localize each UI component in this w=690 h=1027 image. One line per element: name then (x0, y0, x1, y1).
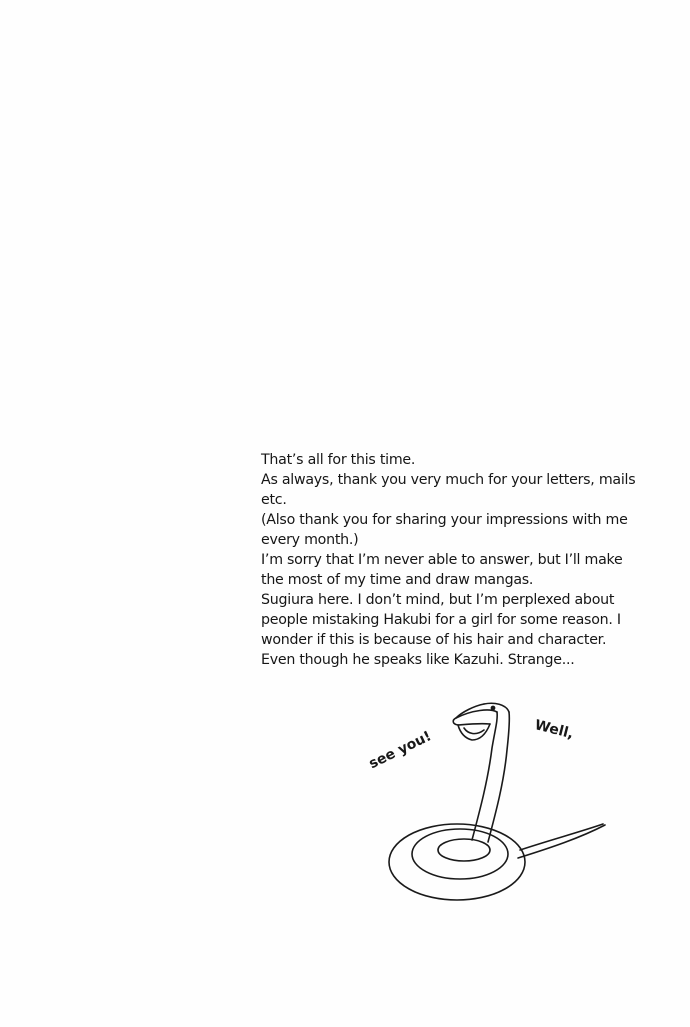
note-line-2: As always, thank you very much for your letters, mails (261, 472, 636, 488)
note-line-10: wonder if this is because of his hair and character. (261, 632, 607, 648)
snake-drawing-icon (380, 690, 620, 920)
speech-well: Well, (533, 717, 576, 743)
note-line-4: (Also thank you for sharing your impressions with me (261, 512, 628, 528)
speech-see-you: see you! (366, 728, 434, 773)
note-line-9: people mistaking Hakubi for a girl for some reason. I (261, 612, 621, 628)
note-line-8: Sugiura here. I don’t mind, but I’m perplexed about (261, 592, 615, 608)
note-line-11: Even though he speaks like Kazuhi. Strange... (261, 652, 575, 668)
note-line-5: every month.) (261, 532, 359, 548)
note-line-3: etc. (261, 492, 287, 508)
note-line-7: the most of my time and draw mangas. (261, 572, 534, 588)
note-line-6: I’m sorry that I’m never able to answer, but I’ll make (261, 552, 623, 568)
afterword-note (261, 450, 651, 670)
note-line-1: That’s all for this time. (261, 452, 416, 468)
